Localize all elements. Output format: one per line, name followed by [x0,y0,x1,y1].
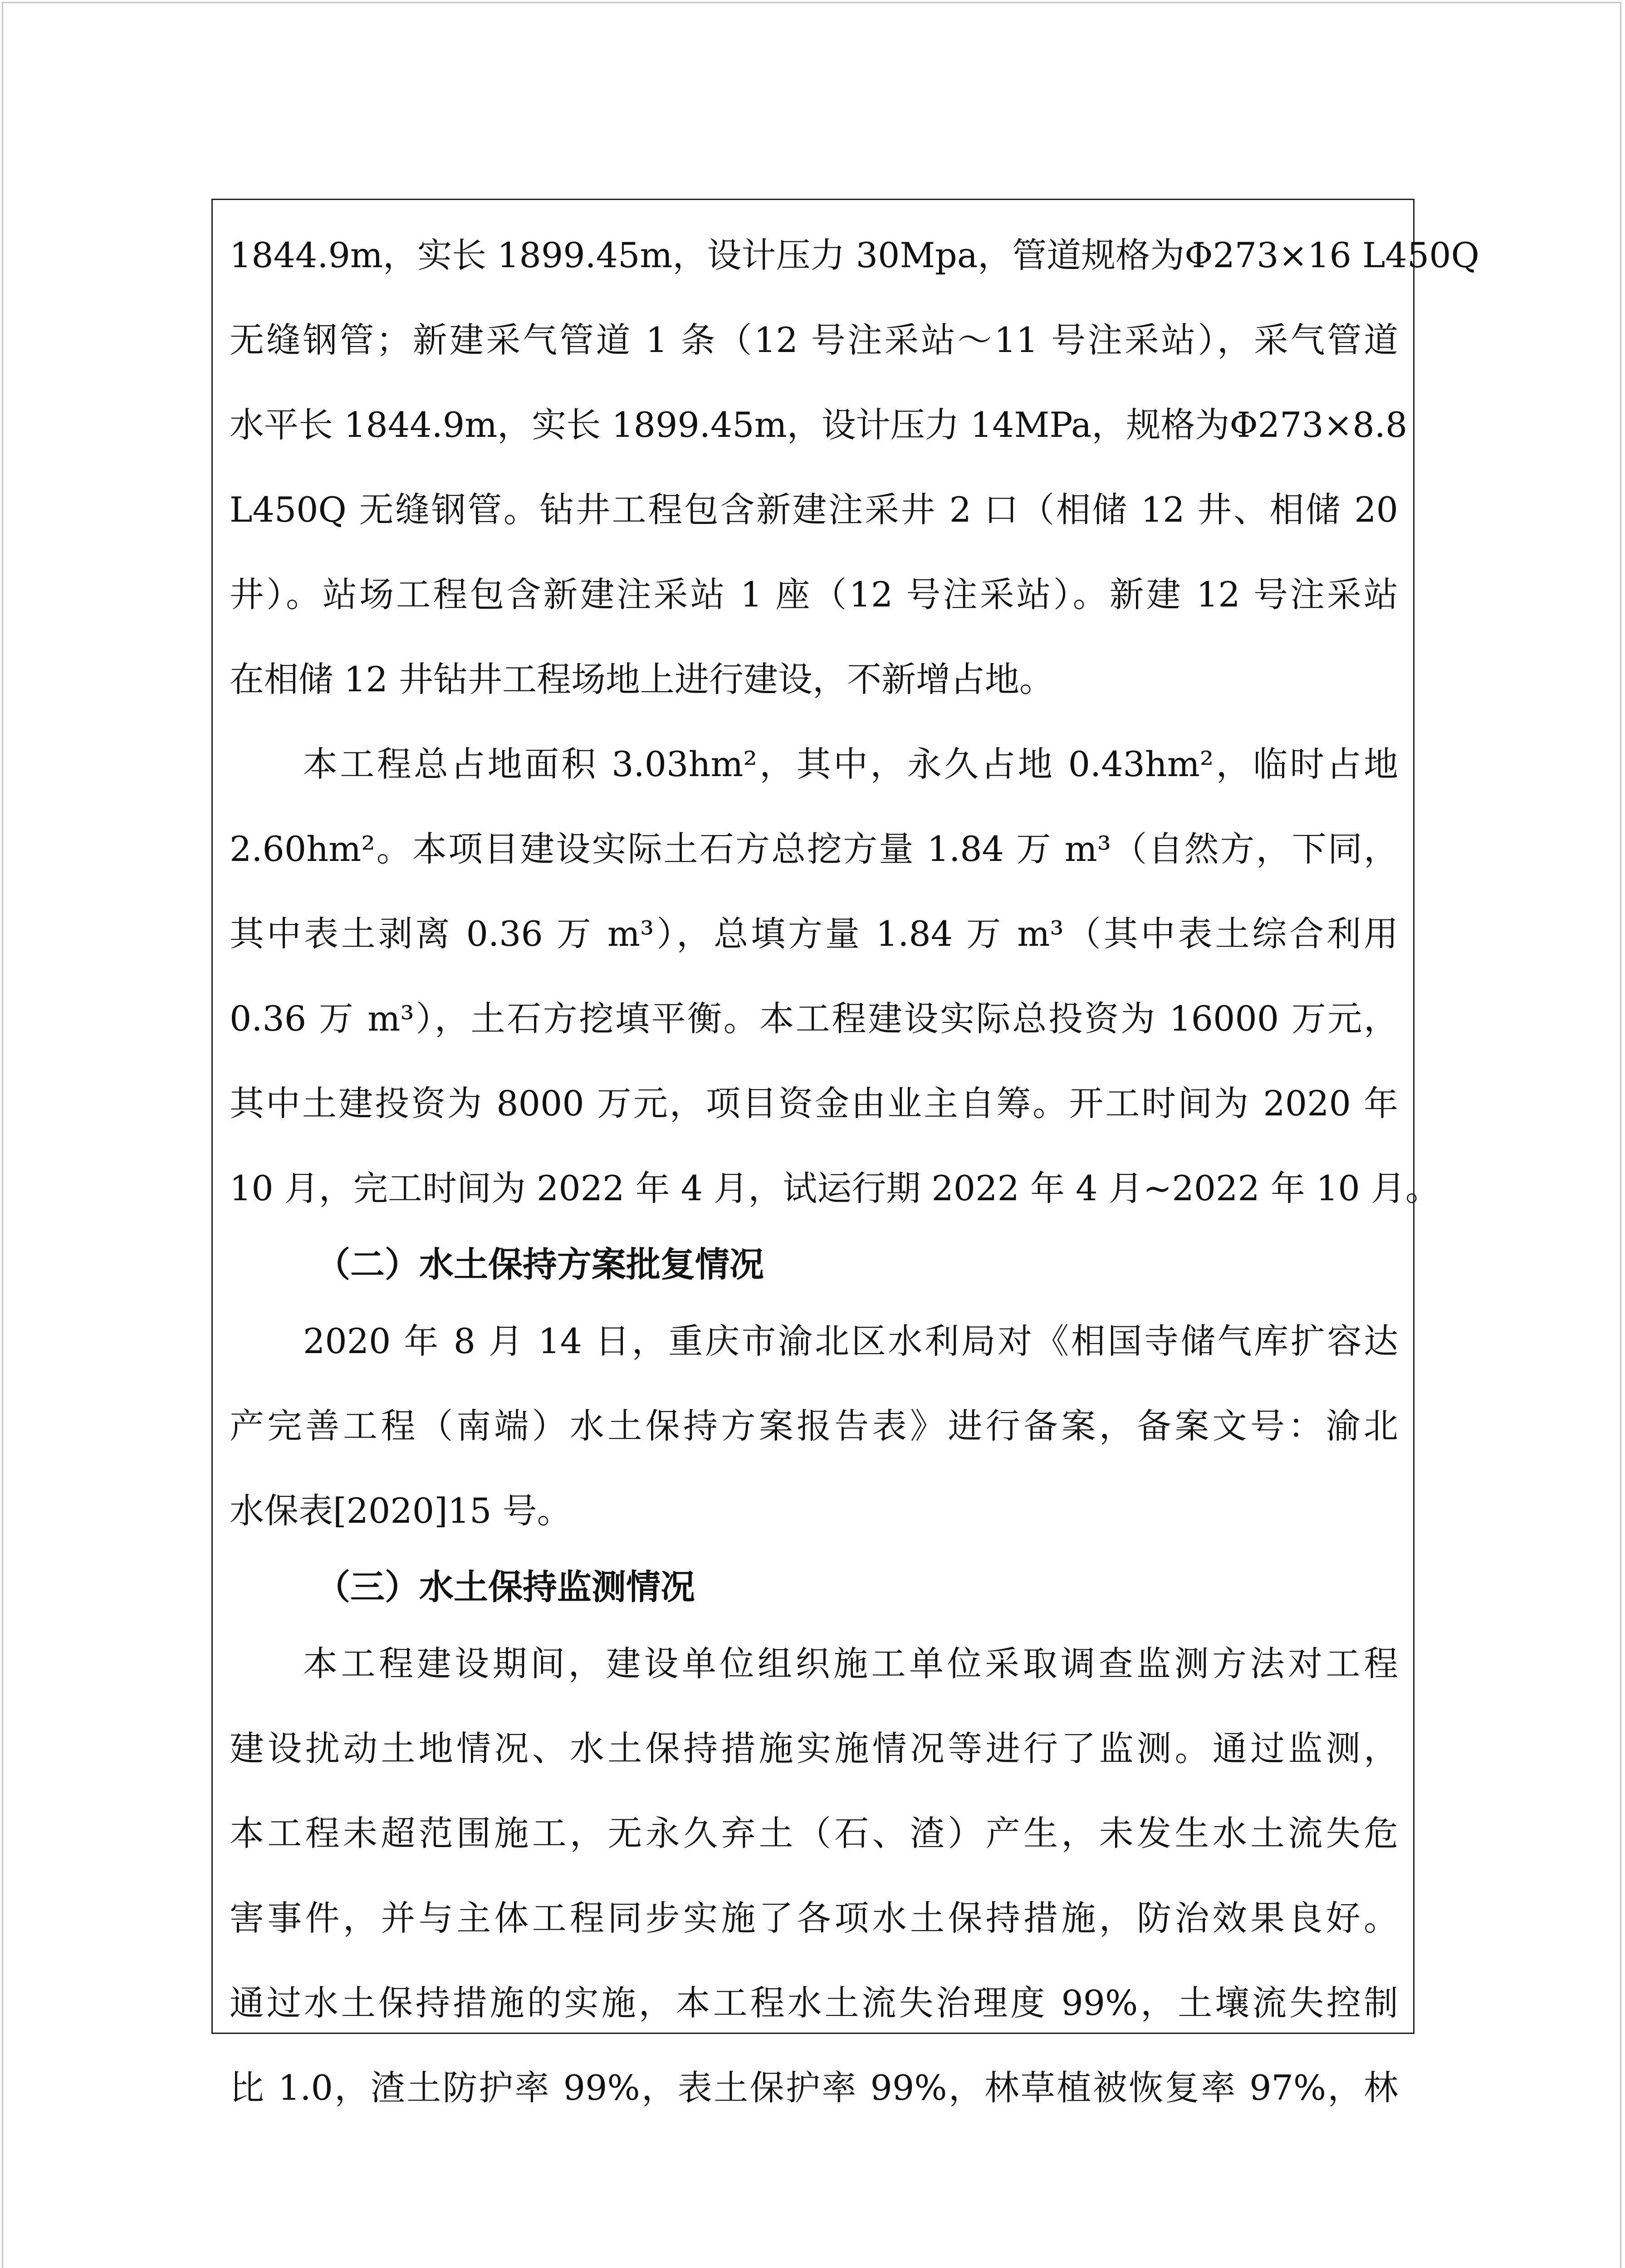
text-line: 产完善工程（南端）水土保持方案报告表》进行备案，备案文号：渝北 [230,1406,1398,1446]
text-line: 10 月，完工时间为 2022 年 4 月，试运行期 2022 年 4 月~2022 年 10 月。 [230,1168,1440,1208]
text-line: 无缝钢管；新建采气管道 1 条（12 号注采站～11 号注采站），采气管道 [230,320,1398,360]
paragraph-land-earthwork-investment [230,722,1440,1231]
text-line: 0.36 万 m³），土石方挖填平衡。本工程建设实际总投资为 16000 万元， [230,998,1398,1039]
section-heading-plan-approval: （二）水土保持方案批复情况 [316,1244,764,1285]
text-line: 井）。站场工程包含新建注采站 1 座（12 号注采站）。新建 12 号注采站 [230,574,1398,615]
text-line: 2020 年 8 月 14 日，重庆市渝北区水利局对《相国寺储气库扩容达 [303,1321,1398,1361]
text-line: 害事件，并与主体工程同步实施了各项水土保持措施，防治效果良好。 [230,1898,1398,1938]
text-line: 1844.9m，实长 1899.45m，设计压力 30Mpa，管道规格为Φ273×16 L450Q [230,235,1479,275]
text-line: 建设扰动土地情况、水土保持措施实施情况等进行了监测。通过监测， [230,1728,1398,1769]
section-heading-monitoring: （三）水土保持监测情况 [316,1567,695,1607]
text-line: 水保表[2020]15 号。 [230,1491,572,1531]
text-line: 其中土建投资为 8000 万元，项目资金由业主自筹。开工时间为 2020 年 [230,1083,1398,1124]
paragraph-project-overview [230,213,1479,722]
text-line: L450Q 无缝钢管。钻井工程包含新建注采井 2 口（相储 12 井、相储 20 [230,489,1398,530]
text-line: 本工程总占地面积 3.03hm²，其中，永久占地 0.43hm²，临时占地 [303,744,1398,784]
text-line: 其中表土剥离 0.36 万 m³），总填方量 1.84 万 m³（其中表土综合利用 [230,914,1398,954]
document-body [230,213,1479,2130]
text-line: 比 1.0，渣土防护率 99%，表土保护率 99%，林草植被恢复率 97%，林 [230,2068,1398,2108]
text-line: 在相储 12 井钻井工程场地上进行建设，不新增占地。 [230,659,1054,699]
text-line: 水平长 1844.9m，实长 1899.45m，设计压力 14MPa，规格为Φ273×8.8 [230,405,1408,445]
paragraph-plan-approval [230,1299,1398,1553]
content-table-cell [211,199,1479,2108]
paragraph-monitoring [230,1621,1398,2130]
text-line: 2.60hm²。本项目建设实际土石方总挖方量 1.84 万 m³（自然方，下同， [230,829,1398,869]
text-line: 通过水土保持措施的实施，本工程水土流失治理度 99%，土壤流失控制 [230,1983,1398,2023]
text-line: 本工程未超范围施工，无永久弃土（石、渣）产生，未发生水土流失危 [230,1813,1398,1853]
text-line: 本工程建设期间，建设单位组织施工单位采取调查监测方法对工程 [303,1643,1398,1684]
